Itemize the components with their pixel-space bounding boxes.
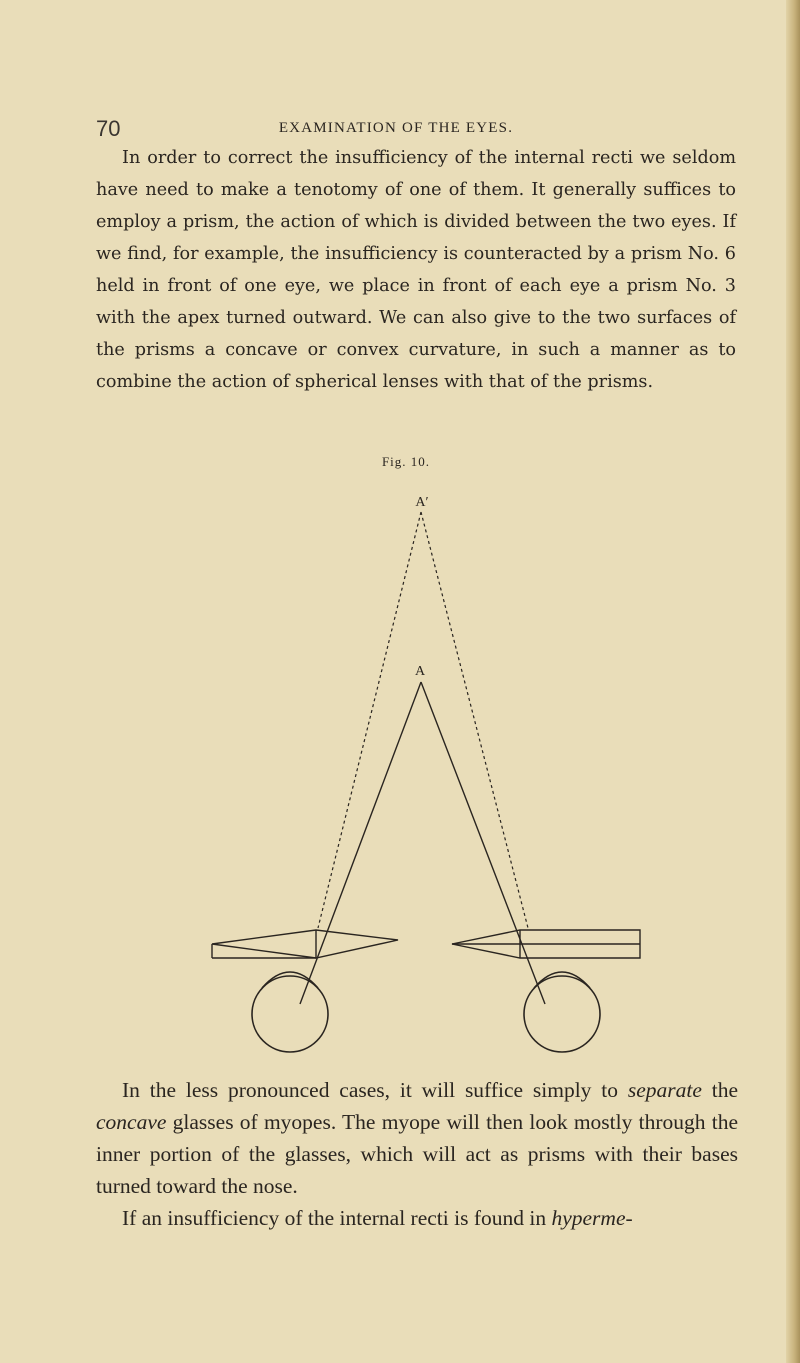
- figure-caption: Fig. 10.: [381, 454, 431, 469]
- dashed-projection-lines: [318, 512, 528, 928]
- figure-label-top: A′: [415, 495, 429, 510]
- left-eye: [252, 972, 328, 1052]
- right-prism: [452, 930, 640, 958]
- page-number: 70: [96, 116, 121, 141]
- right-eye: [524, 972, 600, 1052]
- paragraph-3-part1: If an insufficiency of the internal recti is found in: [122, 1206, 552, 1230]
- paragraph-2-part3: glasses of myopes. The myope will then look mostly through the inner portion of the glasses, which will act as prisms with their bases turned toward the nose.: [96, 1110, 738, 1198]
- paragraph-2-em-concave: concave: [96, 1110, 167, 1134]
- paragraph-1-text: In order to correct the insufficiency of the internal recti we seldom have need to make a tenotomy of one of them. It generally suffices to employ a prism, the action of which is divided between the two eyes. If we find, for example, the insufficiency is counteracted by a prism No. 6 held in front of one eye, we place in front of each eye a prism No. 3 with the apex turned outward. We can also give to the two surfaces of the prisms a concave or convex curvature, in such a manner as to combine the action of spherical lenses with that of the prisms.: [96, 148, 736, 392]
- paragraph-2-part1: In the less pronounced cases, it will suffice simply to: [122, 1078, 628, 1102]
- paragraph-3-em-hyperme: hyperme-: [551, 1206, 633, 1230]
- figure-label-apex: A: [414, 664, 426, 679]
- paragraph-2: [96, 1074, 738, 1234]
- running-head: EXAMINATION OF THE EYES.: [278, 120, 514, 136]
- paragraph-2-part2: the: [701, 1078, 738, 1102]
- paragraph-2-em-separate: separate: [627, 1078, 702, 1102]
- left-prism: [212, 930, 398, 958]
